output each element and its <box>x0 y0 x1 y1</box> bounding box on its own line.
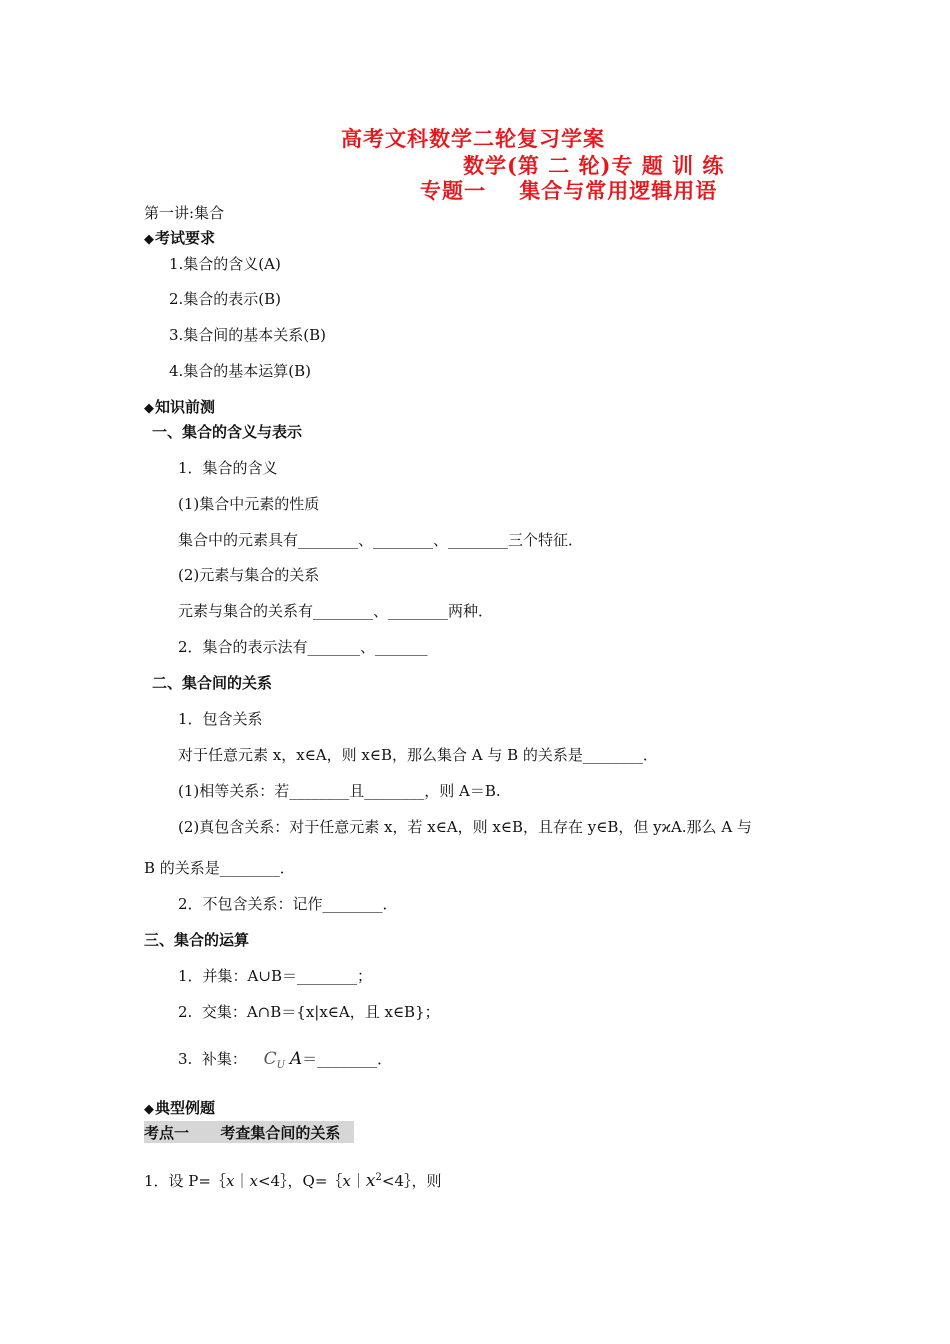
s2-line: 2．不包含关系：记作________． <box>178 895 398 913</box>
diamond-bullet-icon: ◆ <box>144 1102 154 1117</box>
q1-var: x <box>342 1172 351 1190</box>
s3-line: 1．并集：A∪B＝________； <box>178 967 372 985</box>
complement-subscript: U <box>276 1060 286 1071</box>
subtitle-topic: 专题一 集合与常用逻辑用语 <box>420 178 718 203</box>
diamond-bullet-icon: ◆ <box>144 232 154 247</box>
exam-requirements-label: 考试要求 <box>155 229 216 247</box>
q1-suffix: <4｝，则 <box>381 1172 442 1190</box>
s3-complement-line <box>178 1048 392 1071</box>
s2-line: 对于任意元素 x，x∈A，则 x∈B，那么集合 A 与 B 的关系是________． <box>178 746 658 764</box>
kaodian-title: 考点一 考查集合间的关系 <box>144 1124 341 1142</box>
q1-bar: ｜ <box>350 1172 366 1190</box>
q1-var: x <box>249 1172 258 1190</box>
diamond-bullet-icon: ◆ <box>144 401 154 416</box>
complement-symbol: C <box>263 1049 277 1069</box>
s2-line: B 的关系是________． <box>144 859 295 877</box>
q1-mid: <4｝，Q=｛ <box>257 1172 343 1190</box>
exam-req-item: 4.集合的基本运算(B) <box>169 362 312 380</box>
section-2-title: 二、集合间的关系 <box>152 674 273 692</box>
s1-line: (2)元素与集合的关系 <box>178 566 320 584</box>
q1-bar: ｜ <box>234 1172 250 1190</box>
subtitle-training: 数学(第 二 轮)专 题 训 练 <box>463 153 725 178</box>
s1-line: (1)集合中元素的性质 <box>178 495 320 513</box>
s2-line: (1)相等关系：若________且________，则 A＝B. <box>178 782 501 800</box>
complement-set-a: A <box>289 1049 303 1069</box>
knowledge-label: 知识前测 <box>155 398 216 416</box>
complement-suffix: ＝________． <box>302 1050 393 1068</box>
exam-req-item: 2.集合的表示(B) <box>169 290 282 308</box>
examples-heading <box>144 1097 215 1118</box>
question-1 <box>144 1170 442 1191</box>
q1-var: x <box>225 1172 235 1190</box>
s1-line: 集合中的元素具有________、________、________三个特征． <box>178 531 584 549</box>
exam-req-item: 3.集合间的基本关系(B) <box>169 326 327 344</box>
knowledge-heading <box>144 396 215 417</box>
examples-label: 典型例题 <box>155 1099 216 1117</box>
q1-prefix: 1．设 P=｛ <box>144 1172 226 1190</box>
s1-line: 元素与集合的关系有________、________两种． <box>178 602 494 620</box>
lecture-title: 第一讲:集合 <box>144 204 225 222</box>
s2-line: 1．包含关系 <box>178 710 263 728</box>
main-title: 高考文科数学二轮复习学案 <box>341 126 605 151</box>
s3-line: 2. 交集：A∩B＝{x|x∈A，且 x∈B}； <box>178 1003 440 1021</box>
section-1-title: 一、集合的含义与表示 <box>152 423 303 441</box>
exam-requirements-heading <box>144 227 215 248</box>
exam-req-item: 1.集合的含义(A) <box>169 255 281 273</box>
q1-var-squared: x <box>365 1171 376 1191</box>
s2-line: (2)真包含关系：对于任意元素 x，若 x∈A，则 x∈B，且存在 y∈B，但 yϰA.那么 A 与 <box>178 818 752 836</box>
section-3-title: 三、集合的运算 <box>144 931 250 949</box>
complement-prefix: 3. 补集： <box>178 1050 247 1068</box>
s1-line: 1．集合的含义 <box>178 459 278 477</box>
q1-exponent: 2 <box>375 1172 382 1183</box>
s1-line: 2．集合的表示法有_______、_______ <box>178 638 428 656</box>
